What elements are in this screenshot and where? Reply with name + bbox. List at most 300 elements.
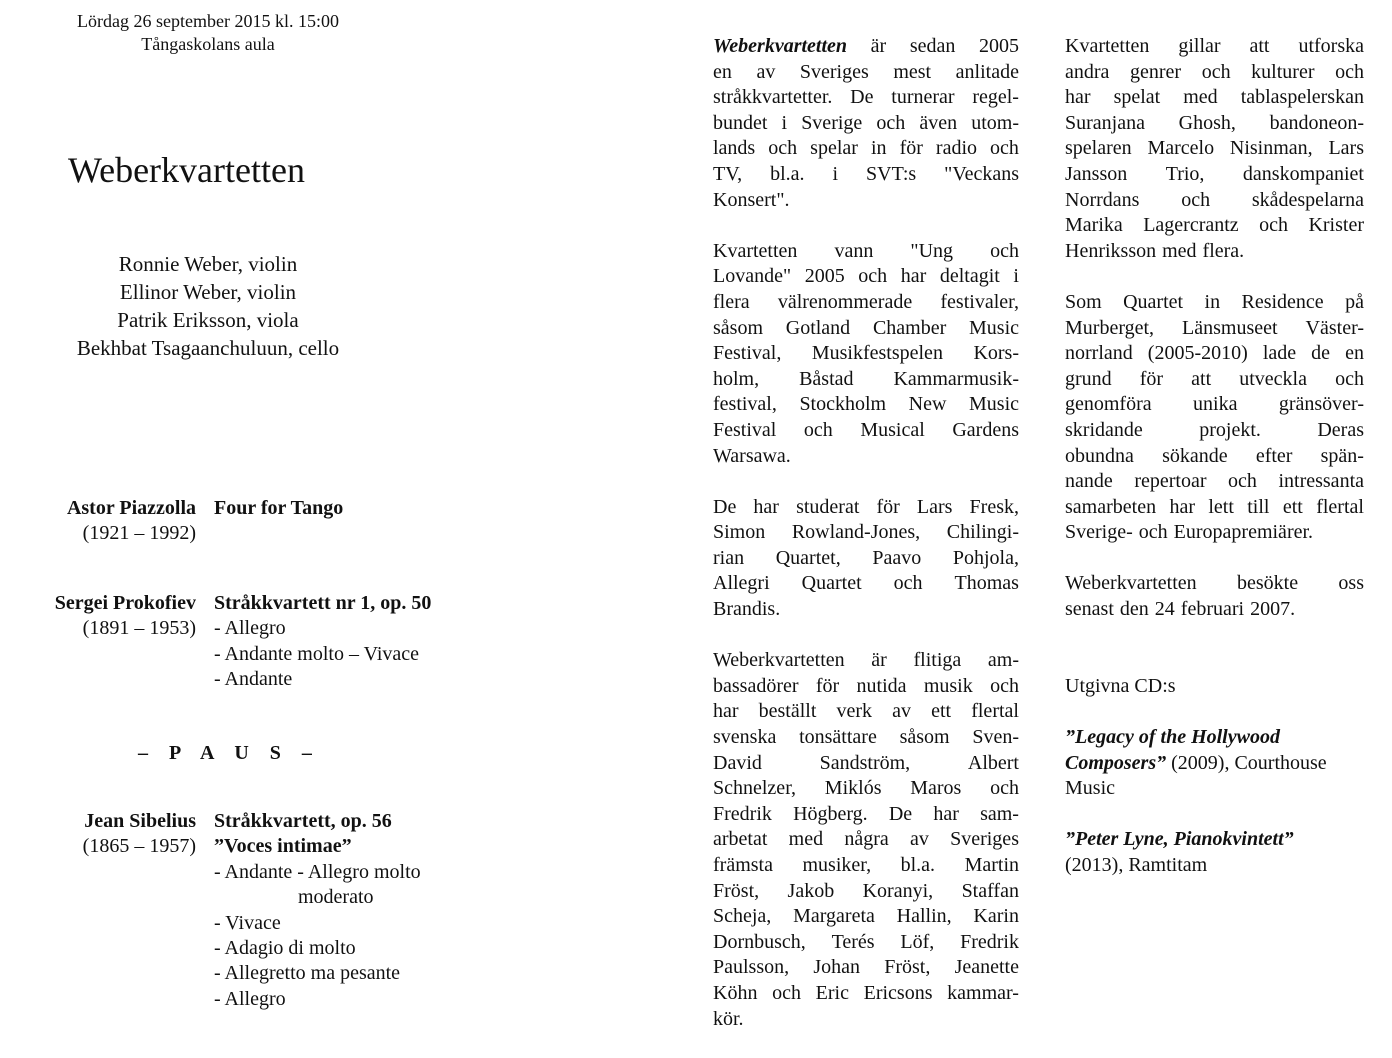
- word: Sandström,: [819, 751, 911, 774]
- text-line: [713, 392, 1019, 418]
- text-line: [713, 853, 1019, 879]
- word: am-: [987, 649, 1019, 672]
- word: holm,: [713, 367, 760, 390]
- word: utom-: [971, 111, 1019, 134]
- word: kör.: [713, 1007, 744, 1030]
- text-line: [713, 264, 1019, 290]
- word: Weberkvartetten: [713, 649, 845, 672]
- word: repertoar: [1134, 470, 1207, 493]
- text-line: [713, 444, 1019, 470]
- word: Sven-: [972, 726, 1019, 749]
- text-line: [713, 60, 1019, 86]
- word: i: [1013, 265, 1019, 288]
- word: Festival: [713, 418, 777, 441]
- word: kulturer: [1251, 60, 1315, 83]
- word: De: [850, 86, 874, 109]
- word: Sveriges: [799, 60, 869, 83]
- bio-column-right: [1065, 34, 1364, 904]
- word: och: [876, 111, 906, 134]
- word: och: [990, 239, 1019, 262]
- text-line: [1065, 188, 1364, 214]
- work: [214, 496, 343, 521]
- word: kammar-: [947, 981, 1019, 1004]
- text-line: [713, 367, 1019, 393]
- text-line: [713, 520, 1019, 546]
- text-line: [713, 981, 1019, 1007]
- text-line: [713, 290, 1019, 316]
- bio-paragraph: [1065, 34, 1364, 264]
- text-line: [713, 418, 1019, 444]
- word: regel-: [972, 86, 1019, 109]
- word: 2005: [804, 265, 845, 288]
- word: att: [1249, 35, 1270, 57]
- word: in: [1204, 290, 1221, 313]
- text-line: [1065, 316, 1364, 342]
- text-line: [713, 597, 1019, 623]
- word: oss: [1338, 572, 1364, 595]
- word: intressanta: [1278, 470, 1364, 493]
- word: verk: [836, 700, 873, 723]
- word: Deras: [1317, 418, 1364, 441]
- word: Thomas: [954, 572, 1019, 595]
- word: några: [844, 828, 889, 851]
- word: De: [713, 495, 737, 518]
- word: lands: [713, 137, 756, 160]
- text-line: [713, 648, 1019, 674]
- word: och: [1228, 470, 1257, 493]
- text-line: [713, 699, 1019, 725]
- word: Lars: [1328, 137, 1364, 160]
- musician: Ronnie Weber, violin: [118, 252, 298, 276]
- cd-details: (2009), Courthouse: [1166, 751, 1327, 774]
- word: sökande: [1162, 444, 1228, 467]
- bio-paragraph: [713, 34, 1019, 213]
- text-line: [713, 1007, 1019, 1033]
- word: 2005: [978, 35, 1019, 57]
- word: Koranyi,: [862, 879, 934, 902]
- word: är: [871, 649, 887, 672]
- word: genomföra: [1065, 393, 1152, 416]
- word: i: [832, 162, 839, 185]
- word: grund: [1065, 367, 1112, 390]
- word: beställt: [758, 700, 817, 723]
- word: Quartet: [801, 572, 862, 595]
- word: musik: [923, 674, 973, 697]
- word: med: [1162, 239, 1197, 262]
- word: Jansson: [1065, 162, 1128, 185]
- musician: Ellinor Weber, violin: [119, 280, 297, 304]
- word: Trio,: [1165, 162, 1205, 185]
- word: samarbeten: [1065, 495, 1157, 518]
- text-line: [1065, 85, 1364, 111]
- word: De: [888, 802, 913, 825]
- word: Allegri: [713, 572, 770, 595]
- word: in: [870, 137, 887, 160]
- word: anlitade: [955, 60, 1019, 83]
- composer-years: (1865 – 1957): [82, 835, 196, 858]
- text-line: [713, 751, 1019, 777]
- word: med: [788, 828, 824, 851]
- word: Kvartetten: [1065, 35, 1150, 57]
- text-line: [713, 85, 1019, 111]
- word: Lagercrantz: [1143, 214, 1239, 237]
- word: Nisinman,: [1229, 137, 1313, 160]
- word: sam-: [980, 802, 1019, 825]
- word: (2005-2010): [1147, 342, 1248, 365]
- musician: Bekhbat Tsagaanchuluun, cello: [76, 336, 340, 360]
- word: bl.a.: [770, 162, 805, 185]
- bio-paragraph: [1065, 290, 1364, 546]
- word: såsom: [713, 316, 763, 339]
- word: en: [713, 60, 732, 83]
- word: av: [909, 828, 929, 851]
- word: skådespelarna: [1251, 188, 1364, 211]
- word: har: [900, 265, 927, 288]
- cd-details: (2013), Ramtitam: [1065, 854, 1208, 876]
- word: Margareta: [793, 905, 875, 928]
- word: Fredrik: [713, 802, 772, 825]
- word: festivaler,: [940, 290, 1019, 313]
- word: Musical: [860, 418, 925, 441]
- word: har: [1065, 86, 1091, 109]
- cd-item: [1065, 827, 1364, 878]
- word: Kors-: [973, 342, 1019, 365]
- word: Fröst,: [884, 956, 931, 979]
- word: Martin: [964, 854, 1019, 876]
- word: Murberget,: [1065, 316, 1155, 339]
- word: 2007.: [1250, 598, 1296, 621]
- word: Löf,: [900, 930, 935, 953]
- cd-label: Music: [1065, 777, 1115, 800]
- text-line: [713, 341, 1019, 367]
- word: "Veckans: [944, 162, 1019, 185]
- word: spelat: [1113, 86, 1161, 109]
- bio-paragraph: [713, 648, 1019, 1032]
- work-title: Stråkkvartett nr 1, op. 50: [214, 592, 432, 614]
- text-line: [713, 162, 1019, 188]
- word: Quartet,: [775, 546, 841, 569]
- word: andra: [1065, 60, 1110, 83]
- word: utforska: [1298, 35, 1364, 57]
- word: Väster-: [1305, 316, 1364, 339]
- musicians-list: [0, 250, 416, 362]
- word: Marcelo: [1147, 137, 1215, 160]
- text-line: [1065, 341, 1364, 367]
- composer-name: Sergei Prokofiev: [54, 592, 196, 614]
- word: ett: [931, 700, 952, 723]
- word: norrland: [1065, 342, 1133, 365]
- word: av: [756, 60, 776, 83]
- movement: - Allegretto ma pesante: [214, 962, 401, 985]
- composer-name: Jean Sibelius: [84, 810, 196, 832]
- word: Chilingi-: [946, 521, 1019, 544]
- word: flera.: [1202, 239, 1245, 262]
- word: Sverige: [801, 111, 863, 134]
- word: Fredrik: [960, 930, 1019, 953]
- text-line: [1065, 60, 1364, 86]
- text-line: [1065, 469, 1364, 495]
- text-line: [713, 827, 1019, 853]
- text-line: [1065, 597, 1364, 623]
- composer: [67, 496, 196, 547]
- word: rian: [713, 546, 745, 569]
- bio-paragraph: [713, 239, 1019, 469]
- text-line: [713, 188, 1019, 214]
- text-line: [1065, 418, 1364, 444]
- word: flertal: [971, 700, 1019, 723]
- word: spän-: [1320, 444, 1364, 467]
- word: att: [1191, 367, 1212, 390]
- word: till: [1247, 495, 1270, 518]
- text-line: [1065, 162, 1364, 188]
- word: genrer: [1130, 60, 1182, 83]
- cd-heading: Utgivna CD:s: [1065, 674, 1176, 697]
- word: Europapremiärer.: [1173, 521, 1314, 544]
- text-line: [713, 930, 1019, 956]
- word: unika: [1193, 393, 1238, 416]
- word: Festival,: [713, 342, 782, 365]
- word: Stockholm: [799, 393, 887, 416]
- word: flitiga: [913, 649, 962, 672]
- bio-paragraph: [713, 495, 1019, 623]
- composer-name: Astor Piazzolla: [66, 497, 196, 519]
- composer: [55, 591, 196, 642]
- word: Paulsson,: [713, 956, 790, 979]
- text-line: [1065, 290, 1364, 316]
- text-line: [713, 111, 1019, 137]
- word: Paavo: [872, 546, 922, 569]
- word: och: [1138, 521, 1168, 544]
- word: gränsöver-: [1278, 393, 1364, 416]
- text-line: [713, 879, 1019, 905]
- word: Länsmuseet: [1182, 316, 1278, 339]
- text-line: [1065, 520, 1364, 546]
- word: med: [1183, 86, 1218, 109]
- word: Schnelzer,: [713, 777, 797, 800]
- word: Marika: [1065, 214, 1123, 237]
- text-line: [713, 136, 1019, 162]
- text-line: [1065, 111, 1364, 137]
- text-line: [1065, 495, 1364, 521]
- word: och: [990, 674, 1019, 697]
- work-subtitle: ”Voces intimae”: [214, 835, 352, 858]
- word: har: [933, 802, 959, 825]
- text-line: [1065, 571, 1364, 597]
- word: festival,: [713, 393, 777, 416]
- word: Suranjana: [1065, 111, 1145, 134]
- word: Quartet: [1123, 290, 1184, 313]
- movement: - Allegro: [214, 617, 286, 640]
- text-line: [713, 725, 1019, 751]
- word: Music: [969, 393, 1019, 416]
- word: turnerar: [891, 86, 955, 109]
- word: Weberkvartetten: [713, 35, 848, 57]
- composer-years: (1921 – 1992): [82, 522, 196, 545]
- word: tablaspelerskan: [1240, 86, 1364, 109]
- word: lade: [1262, 342, 1297, 365]
- word: den: [1119, 598, 1149, 621]
- word: Lovande": [713, 265, 792, 288]
- text-line: [713, 239, 1019, 265]
- word: Jakob: [787, 879, 835, 902]
- text-line: [713, 776, 1019, 802]
- word: radio: [935, 137, 978, 160]
- text-line: [713, 955, 1019, 981]
- word: Fresk,: [969, 495, 1019, 518]
- word: för: [815, 674, 840, 697]
- word: har: [753, 495, 779, 518]
- word: spelaren: [1065, 137, 1132, 160]
- word: Simon: [713, 521, 766, 544]
- word: bl.a.: [900, 854, 936, 876]
- word: nande: [1065, 470, 1113, 493]
- text-line: [713, 571, 1019, 597]
- word: Rowland-Jones,: [791, 521, 921, 544]
- word: Gotland: [785, 316, 851, 339]
- word: de: [1311, 342, 1331, 365]
- bio-column-middle: [713, 34, 1019, 1058]
- word: och: [772, 981, 801, 1004]
- word: Warsawa.: [713, 444, 791, 467]
- work: [214, 809, 421, 1012]
- concert-date-time: Lördag 26 september 2015 kl. 15:00: [77, 11, 339, 31]
- text-line: [1065, 34, 1364, 60]
- word: Miklós: [824, 777, 882, 800]
- word: en: [1345, 342, 1364, 365]
- work: [214, 591, 431, 693]
- word: sedan: [909, 35, 956, 57]
- word: Sverige-: [1065, 521, 1133, 544]
- word: såsom: [899, 726, 950, 749]
- text-line: [1065, 136, 1364, 162]
- text-line: [1065, 239, 1364, 265]
- word: besökte: [1236, 572, 1299, 595]
- word: senast: [1065, 598, 1114, 621]
- word: Residence: [1241, 290, 1324, 313]
- word: flera: [713, 290, 750, 313]
- word: Chamber: [872, 316, 947, 339]
- word: Konsert".: [713, 188, 790, 211]
- word: är: [870, 35, 887, 57]
- word: projekt.: [1199, 418, 1261, 441]
- word: Maros: [910, 777, 962, 800]
- composer-years: (1891 – 1953): [82, 617, 196, 640]
- word: och: [768, 137, 798, 160]
- word: och: [1201, 60, 1231, 83]
- word: flertal: [1316, 495, 1364, 518]
- word: mest: [893, 60, 932, 83]
- word: nutida: [856, 674, 907, 697]
- composer: [83, 809, 196, 860]
- text-line: [713, 802, 1019, 828]
- word: tonsättare: [799, 726, 877, 749]
- movement: - Andante molto – Vivace: [214, 642, 420, 665]
- word: välrenommerade: [777, 290, 913, 313]
- word: "Ung: [910, 239, 954, 262]
- word: för: [899, 137, 923, 160]
- word: Dornbusch,: [713, 930, 806, 953]
- text-line: [713, 34, 1019, 60]
- word: bandoneon-: [1269, 111, 1364, 134]
- word: Ericsons: [863, 981, 933, 1004]
- text-line: [1065, 367, 1364, 393]
- bio-paragraph: [1065, 571, 1364, 622]
- word: musiker,: [802, 854, 872, 876]
- text-line: [713, 904, 1019, 930]
- word: Kvartetten: [713, 239, 798, 262]
- word: har: [713, 700, 739, 723]
- word: även: [919, 111, 958, 134]
- page-title: Weberkvartetten: [68, 150, 305, 190]
- word: Henriksson: [1065, 239, 1157, 262]
- word: utveckla: [1239, 367, 1307, 390]
- word: Kammarmusik-: [893, 367, 1019, 390]
- word: efter: [1255, 444, 1293, 467]
- word: Musikfestspelen: [811, 342, 943, 365]
- word: Albert: [967, 751, 1019, 774]
- word: och: [803, 418, 833, 441]
- word: Hallin,: [896, 905, 952, 928]
- word: bundet: [713, 111, 768, 134]
- word: Brandis.: [713, 598, 781, 621]
- movement-continuation: moderato: [298, 886, 374, 909]
- word: SVT:s: [866, 162, 917, 185]
- word: Jeanette: [954, 956, 1019, 979]
- word: Som: [1065, 290, 1102, 313]
- word: och: [1181, 188, 1211, 211]
- word: svenska: [713, 726, 777, 749]
- work-title: Stråkkvartett, op. 56: [214, 810, 392, 832]
- word: har: [1169, 495, 1195, 518]
- word: och: [990, 137, 1019, 160]
- concert-venue: Tångaskolans aula: [141, 34, 275, 54]
- text-line: [1065, 213, 1364, 239]
- movement: - Adagio di molto: [214, 937, 356, 960]
- word: David: [713, 751, 762, 774]
- word: för: [876, 495, 900, 518]
- intermission-label: – P A U S –: [138, 742, 320, 764]
- word: Norrdans: [1065, 188, 1140, 211]
- word: bassadörer: [713, 674, 799, 697]
- word: studerat: [796, 495, 860, 518]
- word: vann: [834, 239, 874, 262]
- cd-title-continued: Composers”: [1065, 751, 1167, 774]
- word: Ghosh,: [1178, 111, 1236, 134]
- word: Fröst,: [713, 879, 760, 902]
- musician: Patrik Eriksson, viola: [117, 308, 299, 332]
- word: för: [1139, 367, 1164, 390]
- word: ett: [1282, 495, 1303, 518]
- word: TV,: [713, 162, 743, 185]
- word: Högberg.: [793, 802, 868, 825]
- word: och: [990, 777, 1019, 800]
- word: Båstad: [799, 367, 854, 390]
- word: Krister: [1308, 214, 1364, 237]
- word: Pohjola,: [952, 546, 1019, 569]
- word: Karin: [973, 905, 1019, 928]
- text-line: [713, 495, 1019, 521]
- text-line: [713, 316, 1019, 342]
- word: Johan: [813, 956, 861, 979]
- cd-item: [1065, 725, 1364, 802]
- word: stråkkvartetter.: [713, 86, 833, 109]
- word: deltagit: [939, 265, 1000, 288]
- word: och: [893, 572, 923, 595]
- word: Weberkvartetten: [1065, 572, 1197, 595]
- word: i: [781, 111, 788, 134]
- movement: - Andante: [214, 668, 293, 691]
- word: och: [1335, 60, 1364, 83]
